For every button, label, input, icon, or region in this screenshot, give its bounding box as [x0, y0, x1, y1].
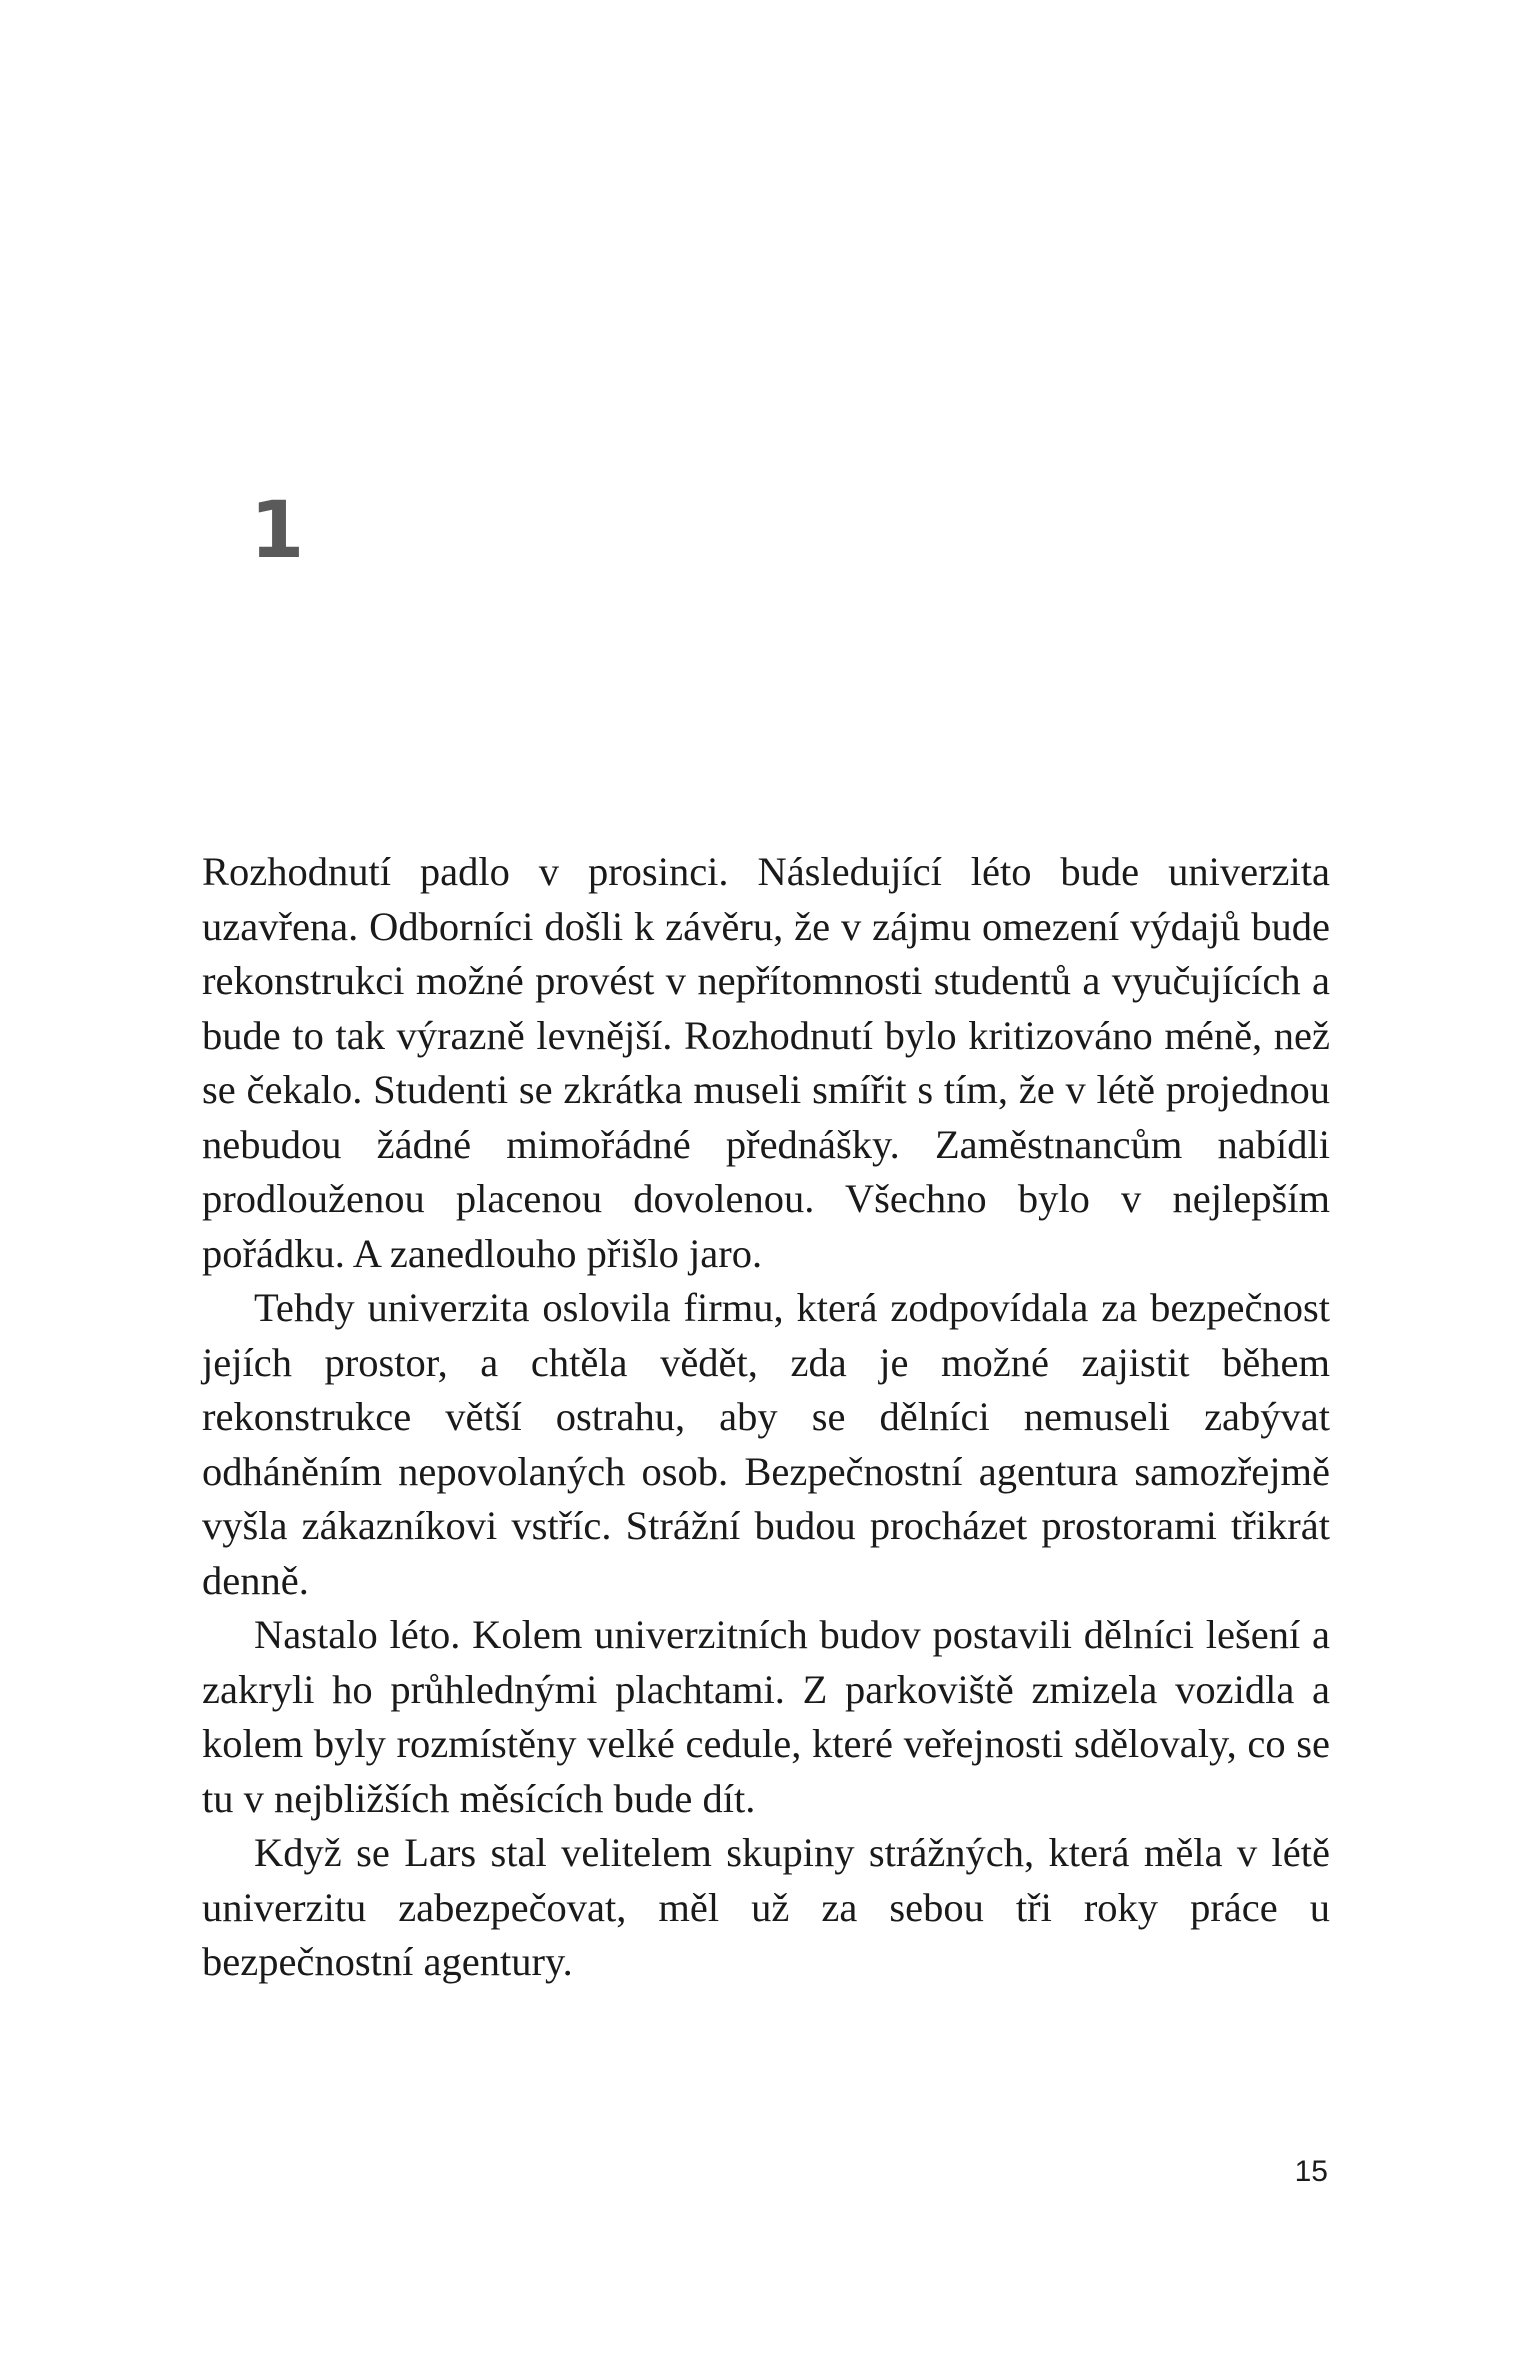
body-text [202, 845, 1330, 1990]
paragraph-3: Nastalo léto. Kolem univerzitních budov postavili dělníci lešení a zakryli ho průhlednými plachtami. Z parkoviště zmizela vozidla a kolem byly rozmístěny velké cedule, které veřejnosti sdělovaly, co se tu v nejbližších měsících bude dít. [202, 1612, 1330, 1821]
chapter-number: 1 [250, 486, 305, 576]
page-number: 15 [1294, 2155, 1328, 2188]
paragraph-2: Tehdy univerzita oslovila firmu, která zodpovídala za bezpečnost jejích prostor, a chtěla vědět, zda je možné zajistit během rekonstrukce větší ostrahu, aby se dělníci nemuseli zabývat odháněním nepovolaných osob. Bezpečnostní agentura samozřejmě vyšla zákazníkovi vstříc. Strážní budou procházet prostorami třikrát denně. [202, 1285, 1330, 1603]
paragraph-1: Rozhodnutí padlo v prosinci. Následující léto bude univerzita uzavřena. Odborníci došli k závěru, že v zájmu omezení výdajů bude rekonstrukci možné provést v nepřítomnosti studentů a vyučujících a bude to tak výrazně levnější. Rozhodnutí bylo kritizováno méně, než se čekalo. Studenti se zkrátka museli smířit s tím, že v létě projednou nebudou žádné mimořádné přednášky. Zaměstnancům nabídli prodlouženou placenou dovolenou. Všechno bylo v nejlepším pořádku. A zanedlouho přišlo jaro. [202, 849, 1330, 1276]
paragraph-4: Když se Lars stal velitelem skupiny strážných, která měla v létě univerzitu zabezpečovat, měl už za sebou tři roky práce u bezpečnostní agentury. [202, 1830, 1330, 1984]
